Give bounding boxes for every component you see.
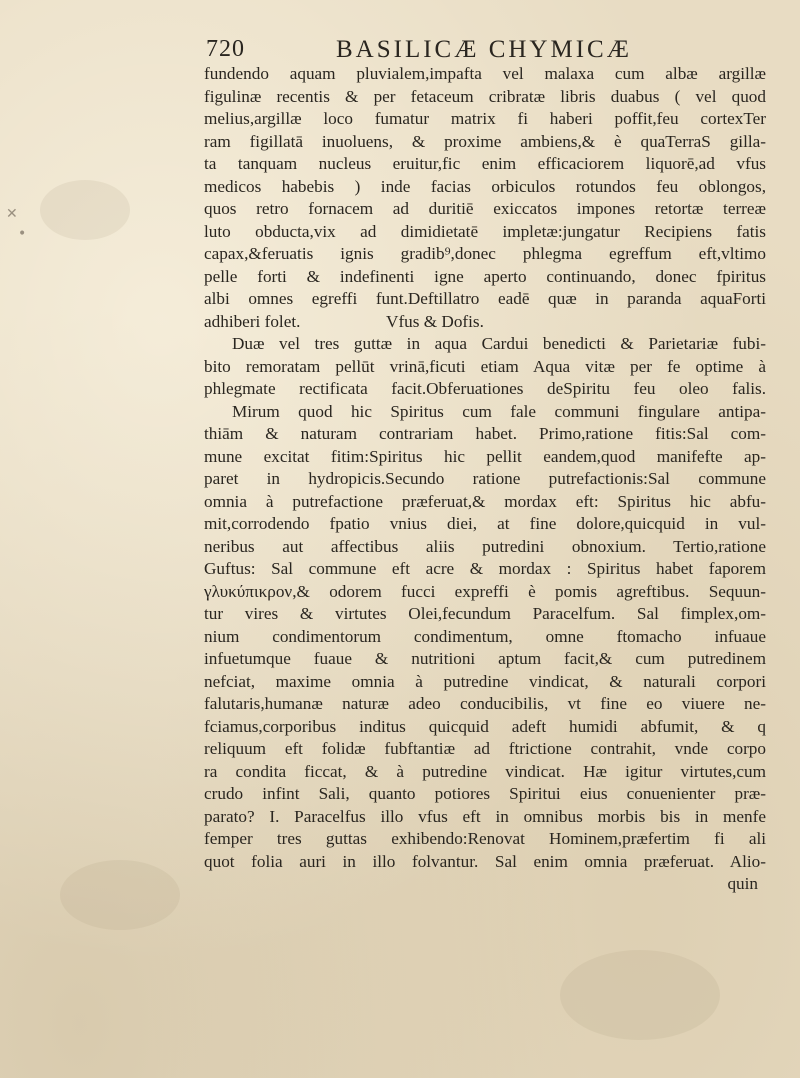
text-line: melius,argillæ loco fumatur matrix fi haberi poffit,feu cortexTer <box>204 109 766 128</box>
paper-stain <box>60 860 180 930</box>
text-line: luto obducta,vix ad dimidietatē impletæ:jungatur Recipiens fatis <box>204 221 766 241</box>
text-line: ra condita ficcat, & à putredine vindicat. Hæ igitur virtutes,cum <box>204 761 766 781</box>
text-line: Guftus: Sal commune eft acre & mordax : Spiritus habet faporem <box>204 559 766 578</box>
text-line: neribus aut affectibus aliis putredini obnoxium. Tertio,ratione <box>204 536 766 556</box>
catchword: quin <box>727 874 758 893</box>
text-line: paret in hydropicis.Secundo ratione putrefactionis:Sal commune <box>204 469 766 488</box>
text-line: nium condimentorum condimentum, omne ftomacho infuaue <box>204 626 766 646</box>
text-line: γλυκύπικρον,& odorem fucci expreffi è pomis agreftibus. Sequun- <box>204 581 766 601</box>
text-line: ta tanquam nucleus eruitur,fic enim efficaciorem liquorē,ad vfus <box>204 154 766 173</box>
text-line: reliquum eft folidæ fubftantiæ ad ftrictione contrahit, vnde corpo <box>204 739 766 758</box>
text-line: parato? I. Paracelfus illo vfus eft in omnibus morbis bis in menfe <box>204 806 766 826</box>
body-text <box>204 63 766 896</box>
text-line: falutaris,humanæ naturæ adeo conducibilis, vt fine eo viuere ne- <box>204 694 766 713</box>
text-line: bito remoratam pellūt vrinā,ficuti etiam Aqua vitæ per fe optime à <box>204 356 766 376</box>
text-line: fciamus,corporibus inditus quicquid adeft humidi abfumit, & q <box>204 716 766 736</box>
text-line: medicos habebis ) inde facias orbiculos rotundos feu oblongos, <box>204 176 766 196</box>
ink-speck: • <box>18 226 27 242</box>
text-line: quos retro fornacem ad duritiē exiccatos impones retortæ terreæ <box>204 199 766 218</box>
text-line: mune excitat fitim:Spiritus hic pellit eandem,quod manifefte ap- <box>204 446 766 466</box>
section-heading-line: adhiberi folet. Vfus & Dofis. <box>204 311 484 331</box>
running-head: BASILICÆ CHYMICÆ <box>336 36 632 63</box>
text-line: femper tres guttas exhibendo:Renovat Hominem,præfertim fi ali <box>204 829 766 848</box>
text-line: figulinæ recentis & per fetaceum cribratæ libris duabus ( vel quod <box>204 86 766 106</box>
text-line: crudo infint Sali, quanto potiores Spiritui eius conuenienter præ- <box>204 784 766 803</box>
text-line: albi omnes egreffi funt.Deftillatro eadē quæ in paranda aquaForti <box>204 289 766 308</box>
text-line: ram figillatā inuoluens, & proxime ambiens,& è quaTerraS gilla- <box>204 131 766 151</box>
text-line: Duæ vel tres guttæ in aqua Cardui benedicti & Parietariæ fubi- <box>232 334 766 353</box>
text-line: capax,&feruatis ignis gradib⁹,donec phlegma egreffum eft,vltimo <box>204 244 766 263</box>
page-number: 720 <box>206 36 245 62</box>
text-line: nefciat, maxime omnia à putredine vindicat, & naturali corpori <box>204 671 766 691</box>
text-line: pelle forti & indefinenti igne aperto continuando, donec fpiritus <box>204 266 766 286</box>
ink-speck: ✕ <box>6 206 18 222</box>
text-line: thiām & naturam contrariam habet. Primo,ratione fitis:Sal com- <box>204 424 766 443</box>
text-line: phlegmate rectificata facit.Obferuationes deSpiritu feu oleo falis. <box>204 379 766 398</box>
text-line: infuetumque fuaue & nutritioni aptum facit,& cum putredinem <box>204 649 766 668</box>
paper-stain <box>560 950 720 1040</box>
text-line: Mirum quod hic Spiritus cum fale communi fingulare antipa- <box>232 401 766 421</box>
text-line: tur vires & virtutes Olei,fecundum Paracelfum. Sal fimplex,om- <box>204 604 766 623</box>
paper-stain <box>40 180 130 240</box>
text-line: quot folia auri in illo folvantur. Sal enim omnia præferuat. Alio- <box>204 851 766 871</box>
text-line: omnia à putrefactione præferuat,& mordax eft: Spiritus hic abfu- <box>204 491 766 511</box>
text-line: mit,corrodendo fpatio vnius diei, at fine dolore,quicquid in vul- <box>204 514 766 533</box>
text-line: fundendo aquam pluvialem,impafta vel malaxa cum albæ argillæ <box>204 64 766 83</box>
